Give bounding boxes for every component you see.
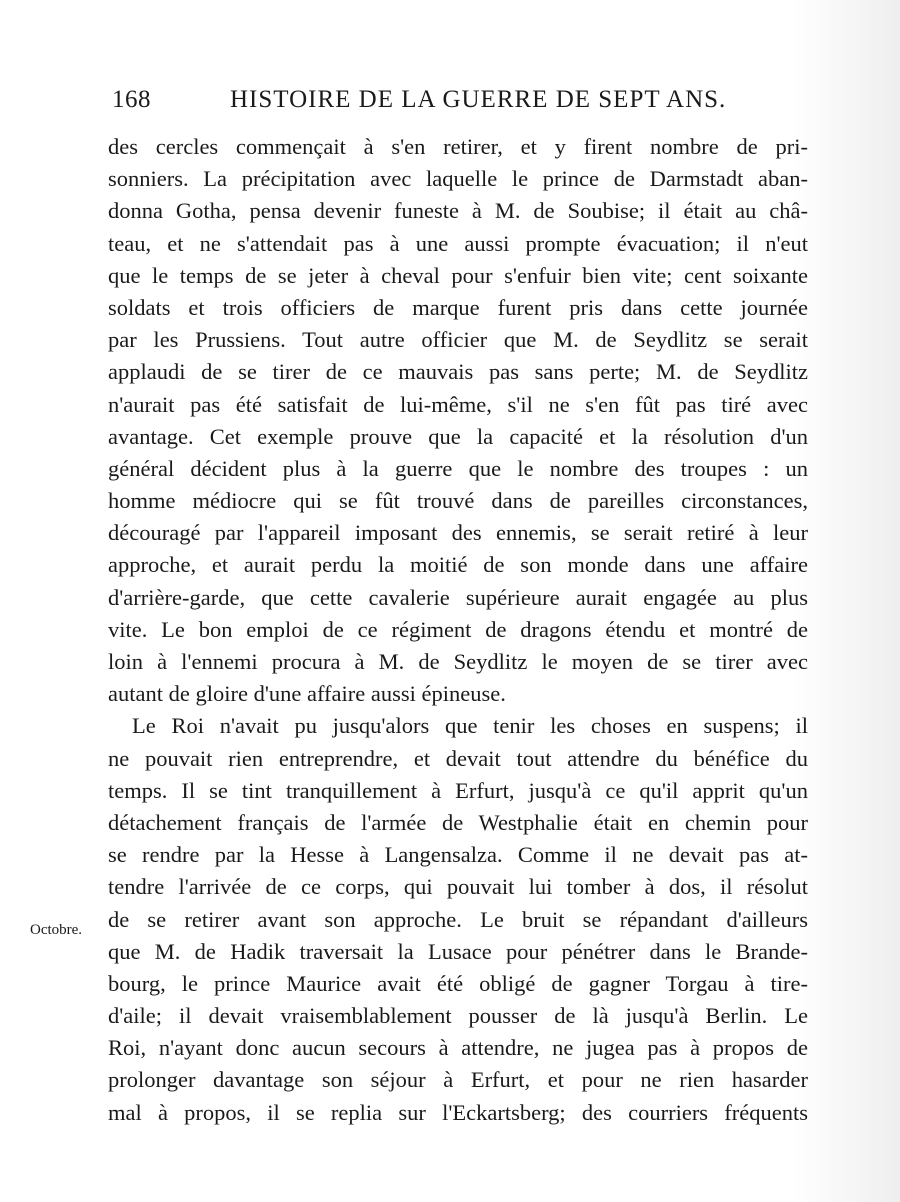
text-line: tendre l'arrivée de ce corps, qui pouvait lui tomber à dos, il résolut — [108, 874, 808, 900]
text-line: teau, et ne s'attendait pas à une aussi prompte évacuation; il n'eut — [108, 230, 808, 256]
text-line: applaudi de se tirer de ce mauvais pas sans perte; M. de Seydlitz — [108, 359, 808, 385]
text-line: découragé par l'appareil imposant des ennemis, se serait retiré à leur — [108, 520, 808, 546]
text-line: mal à propos, il se replia sur l'Eckartsberg; des courriers fréquents — [108, 1099, 808, 1125]
text-line: général décident plus à la guerre que le nombre des troupes : un — [108, 455, 808, 481]
text-line: approche, et aurait perdu la moitié de son monde dans une affaire — [108, 552, 808, 578]
text-line: temps. Il se tint tranquillement à Erfurt, jusqu'à ce qu'il apprit qu'un — [108, 777, 808, 803]
text-line: que M. de Hadik traversait la Lusace pour pénétrer dans le Brande- — [108, 938, 808, 964]
text-line: Le Roi n'avait pu jusqu'alors que tenir les choses en suspens; il — [132, 713, 808, 739]
page-number: 168 — [112, 86, 151, 113]
running-head: HISTOIRE DE LA GUERRE DE SEPT ANS. — [230, 86, 727, 113]
paragraph-1 — [108, 131, 808, 710]
text-line: détachement français de l'armée de Westphalie était en chemin pour — [108, 809, 808, 835]
text-line: avantage. Cet exemple prouve que la capacité et la résolution d'un — [108, 423, 808, 449]
margin-note-date: Octobre. — [30, 922, 83, 938]
text-line: donna Gotha, pensa devenir funeste à M. de Soubise; il était au châ- — [108, 198, 808, 224]
paragraph-2 — [108, 710, 808, 1128]
text-line: homme médiocre qui se fût trouvé dans de pareilles circonstances, — [108, 488, 808, 514]
text-line: Roi, n'ayant donc aucun secours à attendre, ne jugea pas à propos de — [108, 1035, 808, 1061]
text-line: des cercles commençait à s'en retirer, et y firent nombre de pri- — [108, 134, 808, 159]
body-text — [108, 131, 808, 1129]
text-line: que le temps de se jeter à cheval pour s'enfuir bien vite; cent soixante — [108, 262, 808, 288]
text-line: par les Prussiens. Tout autre officier que M. de Seydlitz se serait — [108, 327, 808, 353]
text-line: vite. Le bon emploi de ce régiment de dragons étendu et montré de — [108, 616, 808, 642]
text-line: autant de gloire d'une affaire aussi épineuse. — [108, 681, 506, 707]
text-line: ne pouvait rien entreprendre, et devait tout attendre du bénéfice du — [108, 745, 808, 771]
text-line: d'arrière-garde, que cette cavalerie supérieure aurait engagée au plus — [108, 584, 808, 610]
text-line: bourg, le prince Maurice avait été obligé de gagner Torgau à tire- — [108, 970, 808, 996]
text-line: se rendre par la Hesse à Langensalza. Comme il ne devait pas at- — [108, 842, 808, 868]
text-line: loin à l'ennemi procura à M. de Seydlitz le moyen de se tirer avec — [108, 649, 808, 674]
page-header — [112, 86, 727, 122]
text-line: soldats et trois officiers de marque furent pris dans cette journée — [108, 294, 808, 320]
text-line: de se retirer avant son approche. Le bruit se répandant d'ailleurs — [108, 906, 808, 932]
text-line: prolonger davantage son séjour à Erfurt, et pour ne rien hasarder — [108, 1067, 808, 1093]
text-line: d'aile; il devait vraisemblablement pousser de là jusqu'à Berlin. Le — [108, 1003, 808, 1029]
text-line: n'aurait pas été satisfait de lui-même, s'il ne s'en fût pas tiré avec — [108, 391, 808, 417]
text-line: sonniers. La précipitation avec laquelle le prince de Darmstadt aban- — [108, 166, 808, 192]
